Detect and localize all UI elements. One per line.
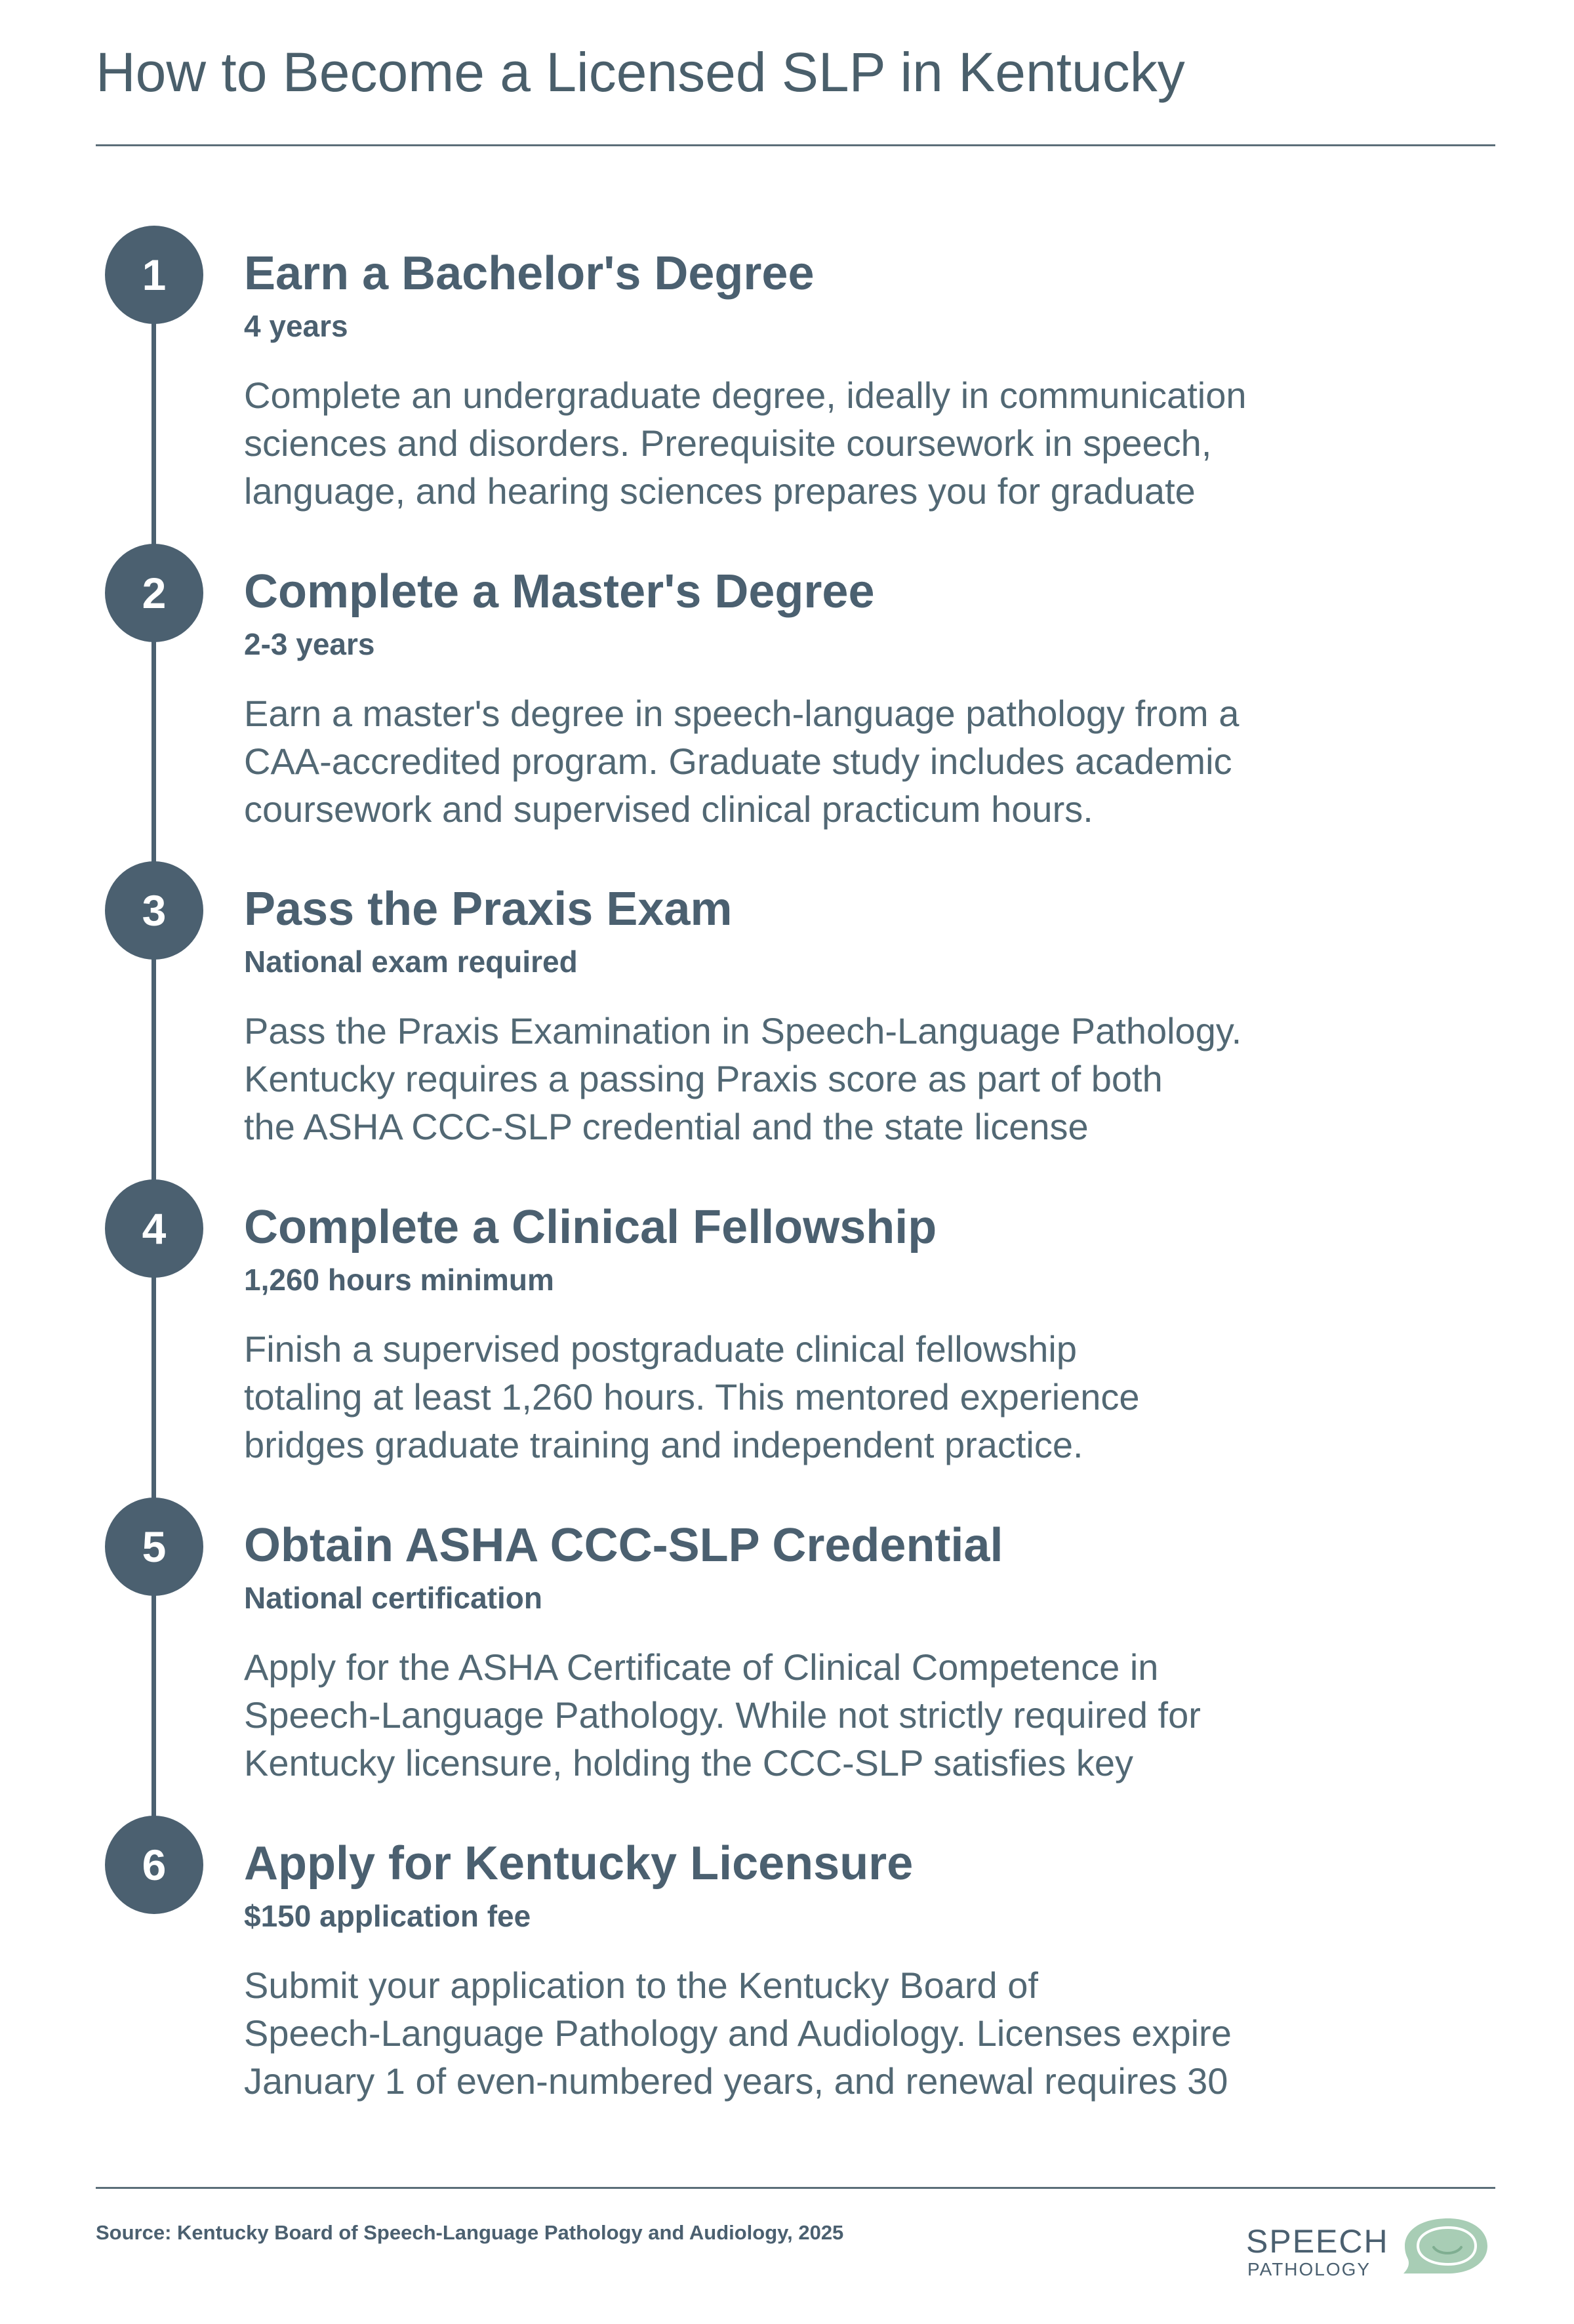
description-line: CAA-accredited program. Graduate study includes academic [244, 741, 1232, 782]
step-title: Apply for Kentucky Licensure [244, 1837, 914, 1890]
step-5 [0, 1498, 1574, 1786]
description-line: January 1 of even-numbered years, and renewal requires 30 [244, 2060, 1228, 2102]
description-line: Speech-Language Pathology. While not strictly required for [244, 1694, 1201, 1736]
step-title: Complete a Clinical Fellowship [244, 1201, 937, 1254]
description-line: Complete an undergraduate degree, ideally in communication [244, 375, 1247, 416]
description-line: Kentucky licensure, holding the CCC-SLP satisfies key [244, 1742, 1134, 1784]
step-subtitle: 1,260 hours minimum [244, 1263, 554, 1297]
step-description [244, 1643, 1306, 1787]
description-line: Earn a master's degree in speech-language pathology from a [244, 693, 1240, 734]
step-description [244, 1961, 1306, 2105]
step-2 [0, 544, 1574, 832]
description-line: language, and hearing sciences prepares you for graduate [244, 470, 1196, 512]
step-number-badge: 6 [105, 1816, 203, 1914]
step-title: Complete a Master's Degree [244, 565, 875, 618]
step-subtitle: National exam required [244, 945, 578, 979]
step-number-badge: 4 [105, 1179, 203, 1278]
step-description [244, 1007, 1306, 1151]
step-6 [0, 1816, 1574, 2104]
step-number-badge: 2 [105, 544, 203, 642]
page-title: How to Become a Licensed SLP in Kentucky [96, 41, 1185, 103]
description-line: totaling at least 1,260 hours. This mentored experience [244, 1376, 1140, 1417]
step-1 [0, 226, 1574, 514]
speech-bubble-icon [1392, 2214, 1490, 2277]
description-line: sciences and disorders. Prerequisite coursework in speech, [244, 422, 1212, 464]
description-line: coursework and supervised clinical practicum hours. [244, 788, 1093, 830]
step-subtitle: National certification [244, 1581, 542, 1615]
step-title: Earn a Bachelor's Degree [244, 247, 815, 300]
step-subtitle: 4 years [244, 309, 348, 343]
step-description [244, 371, 1306, 515]
step-subtitle: 2-3 years [244, 627, 375, 661]
step-3 [0, 861, 1574, 1150]
description-line: Finish a supervised postgraduate clinical fellowship [244, 1328, 1078, 1370]
description-line: Apply for the ASHA Certificate of Clinical Competence in [244, 1646, 1159, 1688]
step-title: Pass the Praxis Exam [244, 883, 733, 935]
step-number-badge: 1 [105, 226, 203, 324]
step-description [244, 689, 1306, 833]
source-citation: Source: Kentucky Board of Speech-Language Pathology and Audiology, 2025 [96, 2221, 844, 2244]
step-title: Obtain ASHA CCC-SLP Credential [244, 1519, 1003, 1572]
step-number-badge: 5 [105, 1498, 203, 1596]
description-line: Submit your application to the Kentucky Board of [244, 1965, 1038, 2006]
logo-wordmark-secondary: PATHOLOGY [1247, 2259, 1371, 2279]
header-divider [96, 144, 1495, 146]
step-description [244, 1325, 1306, 1469]
step-number-badge: 3 [105, 861, 203, 960]
description-line: Pass the Praxis Examination in Speech-Language Pathology. [244, 1010, 1242, 1051]
description-line: the ASHA CCC-SLP credential and the state license [244, 1106, 1089, 1147]
description-line: Speech-Language Pathology and Audiology. Licenses expire [244, 2012, 1232, 2054]
footer-divider [96, 2187, 1495, 2189]
step-4 [0, 1179, 1574, 1468]
logo-wordmark-primary: SPEECH [1246, 2223, 1389, 2260]
step-subtitle: $150 application fee [244, 1899, 531, 1933]
description-line: bridges graduate training and independent practice. [244, 1424, 1083, 1465]
description-line: Kentucky requires a passing Praxis score as part of both [244, 1058, 1163, 1099]
brand-logo [1246, 2211, 1489, 2283]
